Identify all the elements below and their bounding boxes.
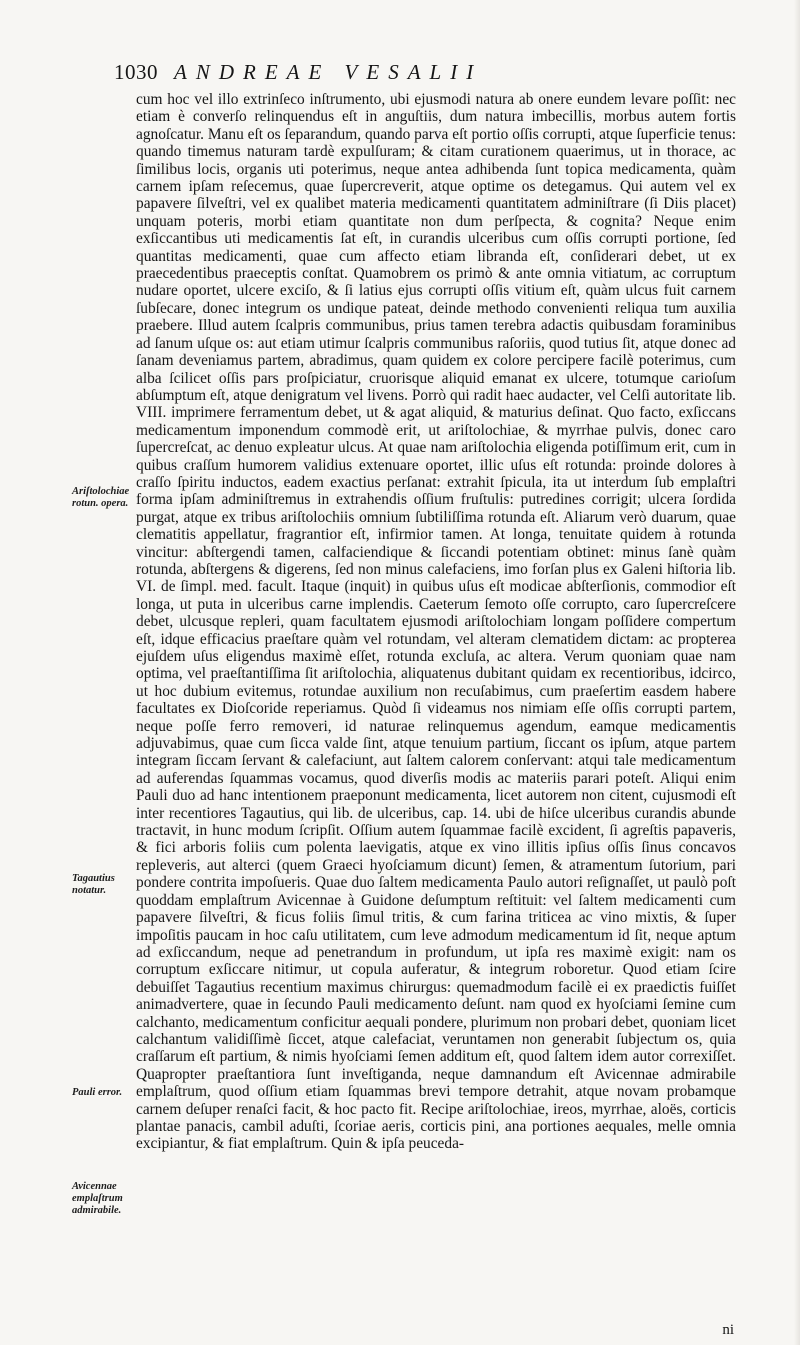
- margin-note-aristolochia: Ariſtolochiae rotun. opera.: [72, 486, 130, 509]
- margin-note-avicenna: Avicennae emplaſtrum admirabile.: [72, 1181, 123, 1216]
- page-number: 1030: [114, 60, 158, 84]
- catchword: ni: [722, 1322, 734, 1338]
- main-text: cum hoc vel illo extrinſeco inſtrumento, ubi ejusmodi natura ab onere eundem levare poſſit: nec etiam è converſo relinquendus eſt in anguſtiis, dum natura imbecillis, morbus autem fortis agnoſcatur. Manu eſt os ſeparandum, quando parva eſt portio oſſis corrupti, atque ſuperficie tenus: quando timemus naturam tardè expulſuram; & citam curationem quaerimus, ut in thorace, ac ſimilibus locis, organis uti poterimus, neque antea adhibenda ſunt topica medicamenta, quàm carnem ipſam reſecemus, quae ſupercreverit, atque optime os detegamus. Qui autem vel ex papavere ſilveſtri, vel ex qualibet materia medicamenti quantitatem adminiſtrare (ſi Diis placet) unquam poteris, morbi etiam quantitate non dum perſpecta, & cognita? Neque enim exſiccantibus uti medicamentis ſat eſt, in curandis ulceribus cum oſſis corrupti portione, ſed quantitas medicamenti, quae cum affecto etiam libranda eſt, conſiderari debet, ut ex praecedentibus praeceptis conſtat. Quamobrem os primò & ante omnia vitiatum, ac corruptum nudare oportet, ulcere exciſo, & ſi latius ejus corrupti oſſis vitium eſt, quàm ulcus fuit carnem ſubſecare, donec integrum os undique pateat, deinde methodo convenienti reliqua tum auxilia praebere. Illud autem ſcalpris communibus, prius tamen terebra adactis quibusdam foraminibus ad ſanum uſque os: aut etiam utimur ſcalpris communibus raſoriis, quod tutius ſit, atque donec ad ſanam deveniamus partem, abradimus, quam quidem ex colore percipere facilè poterimus, cum alba ſcilicet oſſis pars proſpiciatur, cruorisque aliquid emanat ex ulcere, totumque carioſum abſumptum eſt, atque denigratum vel livens. Porrò qui radit haec audacter, vel Celſi autoritate lib. VIII. imprimere ferramentum debet, ut & agat aliquid, & maturius deſinat. Quo facto, exſiccans medicamentum imponendum commodè erit, ut ariſtolochiae, & myrrhae pulvis, donec caro ſupercreſcat, ac denuo expleatur ulcus. At quae nam ariſtolochia eligenda potiſſimum erit, cum in quibus craſſum humorem validius extenuare oportet, illic uſus eſt rotunda: proinde dolores à craſſo ſpiritu inductos, eadem exactius perſanat: extrahit ſpicula, ita ut interdum ſub emplaſtri forma ipſam adminiſtremus in extrahendis oſſium fruſtulis: putredines corrigit; ulcera ſordida purgat, atque ex tribus ariſtolochiis omnium ſubtiliſſima rotunda eſt. Aliarum verò duarum, quae clematitis appellatur, fragrantior eſt, infirmior tamen. At longa, tenuitate quidem à rotunda vincitur: abſtergendi tamen, calfaciendique & ſiccandi potentiam obtinet: minus ſanè quàm rotunda, abſtergens & digerens, ſed non minus calefaciens, imo forſan plus ex Galeni hiſtoria lib. VI. de ſimpl. med. facult. Itaque (inquit) in quibus uſus eſt modicae abſterſionis, commodior eſt longa, ut puta in ulceribus carne implendis. Caeterum ſemoto oſſe corrupto, caro ſupercreſcere debet, ulcusque repleri, quam facultatem ejusmodi ariſtolochiam longam poſſidere compertum eſt, idque efficacius praeſtare quàm vel rotundam, vel alteram clematidem dictam: ac propterea ejuſdem uſus eligendus maximè eſſet, rotunda excluſa, ac altera. Verum quoniam quae nam optima, vel praeſtantiſſima ſit ariſtolochia, aliquatenus dubitant quidam ex recentioribus, idcirco, ut hoc dubium evitemus, rotundae auxilium non recuſabimus, cum praeſertim easdem habere facultates ex Dioſcoride reperiamus. Quòd ſi videamus nos nimiam eſſe oſſis corrupti partem, neque poſſe ferro removeri, id naturae relinquemus agendum, eamque medicamentis adjuvabimus, quae cum ſicca valde ſint, atque tenuium partium, ſiccant os ipſum, atque partem integram ſiccam ſervant & calefaciunt, aut ſaltem calorem conſervant: atqui tale medicamentum ad auferendas ſquammas vocamus, quod diverſis modis ac materiis parari poteſt. Aliqui enim Pauli duo ad hanc intentionem praeponunt medicamenta, licet autorem non citent, cujusmodi eſt inter recentiores Tagautius, qui lib. de ulceribus, cap. 14. ubi de hiſce ulceribus curandis abunde tractavit, in hunc modum ſcripſit. Oſſium autem ſquammae facilè excident, ſi agreſtis papaveris, & fici arboris foliis cum polenta laevigatis, atque ex vino illitis ipſius oſſis ſinus concavos repleveris, aut alterci (quem Graeci hyoſciamum dicunt) ſemen, & atramentum ſutorium, pari pondere contrita impoſueris. Quae duo ſaltem medicamenta Paulo autori reſignaſſet, ut paulò poſt quoddam emplaſtrum Avicennae à Guidone deſumptum reſtituit: vel ſaltem medicamenti cum papavere ſilveſtri, & ficus foliis ſimul tritis, & cum farina triticea ac vino mixtis, & ſuper impoſitis paucam in hoc caſu utilitatem, cum leve admodum medicamentum id ſit, neque aptum ad exſiccandum, neque ad penetrandum in profundum, ut ipſa res maximè exigit: nam os corruptum exſiccare nitimur, ut copula auferatur, & integrum roboretur. Quod etiam ſcire debuiſſet Tagautius recentium maximus chirurgus: quemadmodum facilè ei ex praedictis fuiſſet animadvertere, quae in ſecundo Pauli medicamento deſunt. nam quod ex hyoſciami ſemine cum calchanto, medicamentum conficitur aequali pondere, plurimum non probari debet, quoniam licet calchantum validiſſimè ſiccet, atque calefaciat, veruntamen non generabit ſubjectum os, quia craſſarum eſt partium, & nimis hyoſciami ſemen additum eſt, quod ſaltem idem autor correxiſſet. Quapropter praeſtantiora ſunt inveſtiganda, neque damnandum eſt Avicennae admirabile emplaſtrum, quod oſſium etiam ſquammas brevi tempore detrahit, atque novam probamque carnem deſuper renaſci facit, & hoc pacto fit. Recipe ariſtolochiae, ireos, myrrhae, aloës, corticis plantae panacis, cambil aduſti, ſcoriae aeris, corticis pini, ana portiones aequales, melle omnia excipiantur, & fiat emplaſtrum. Quin & ipſa peuceda-: [136, 91, 736, 1153]
- running-head: ANDREAE VESALII: [174, 60, 483, 84]
- page-edge-shadow: [794, 0, 800, 1345]
- page-header: [114, 60, 734, 88]
- margin-note-pauli-error: Pauli error.: [72, 1087, 123, 1098]
- margin-note-tagautius: Tagautius notatur.: [72, 873, 115, 896]
